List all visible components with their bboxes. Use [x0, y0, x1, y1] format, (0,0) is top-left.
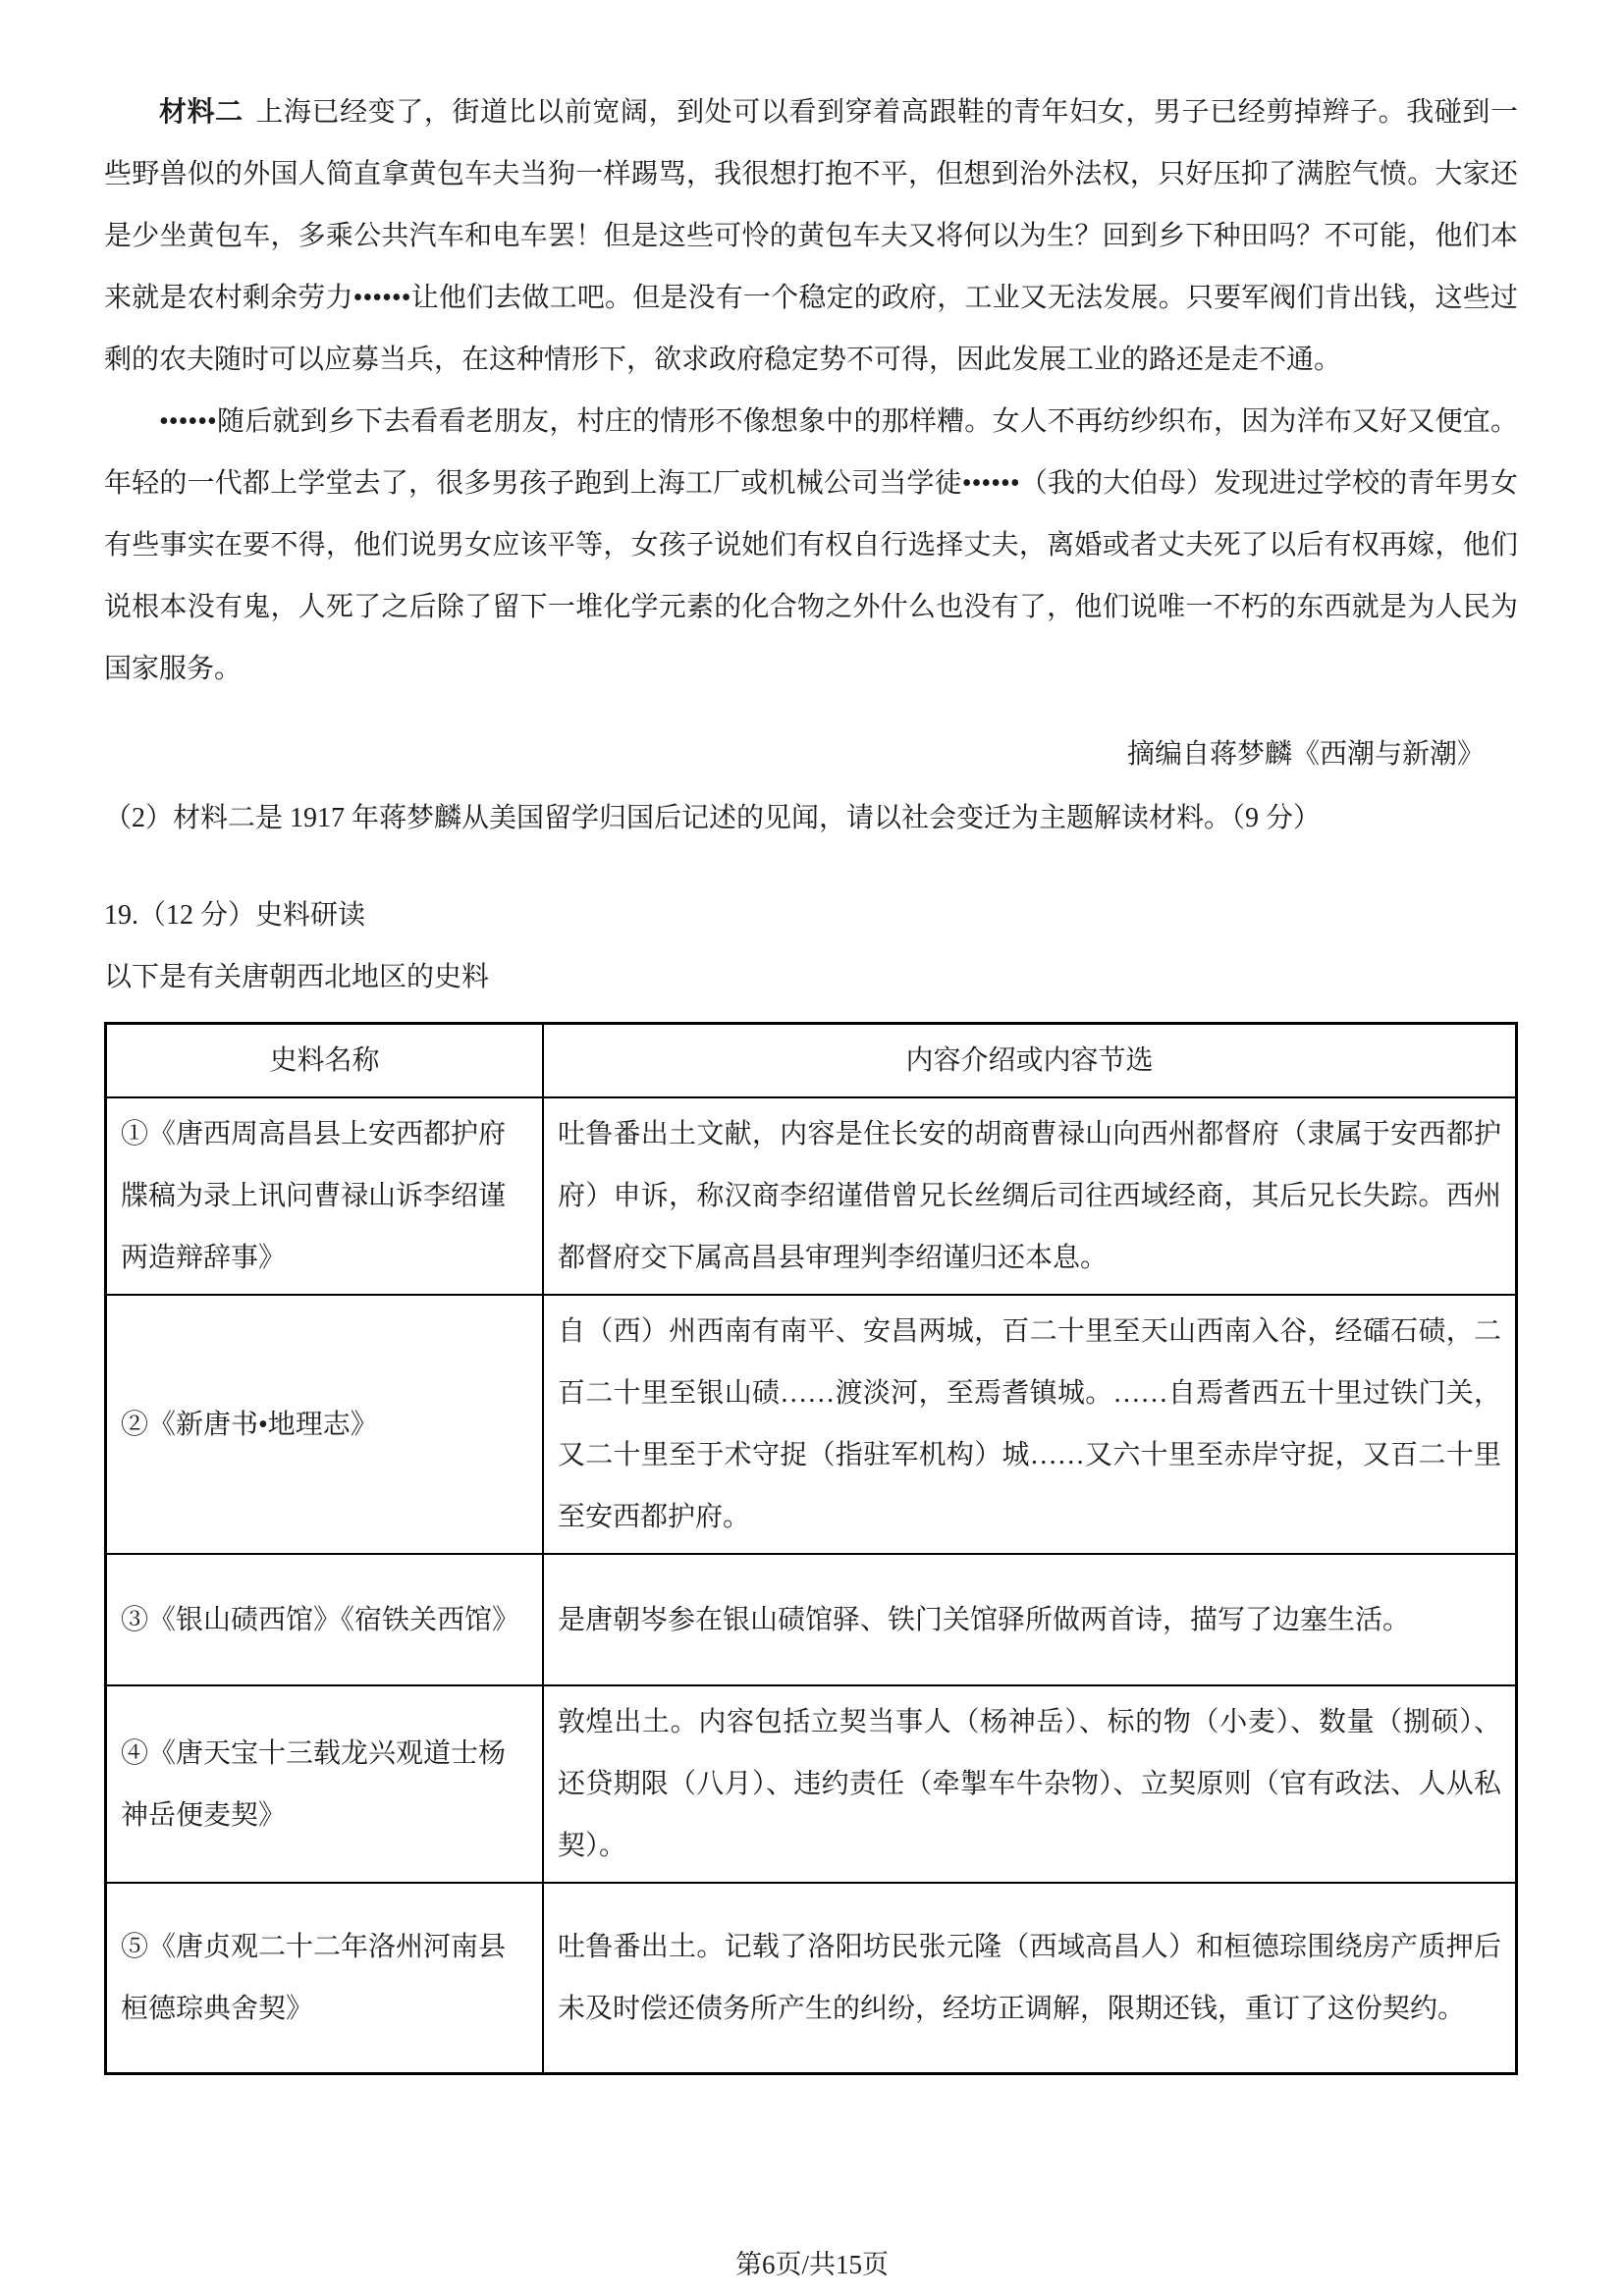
material2-paragraph-2: ••••••随后就到乡下去看看老朋友，村庄的情形不像想象中的那样糟。女人不再纺纱织布，因为洋布又好又便宜。年轻的一代都上学堂去了，很多男孩子跑到上海工厂或机械公司当学徒••••••（我的大伯母）发现进过学校的青年男女有些事实在要不得，他们说男女应该平等，女孩子说她们有权自行选择丈夫，离婚或者丈夫死了以后有权再嫁，他们说根本没有鬼，人死了之后除了留下一堆化学元素的化合物之外什么也没有了，他们说唯一不朽的东西就是为人民为国家服务。 — [104, 406, 1518, 684]
source-5-name: ⑤《唐贞观二十二年洛州河南县桓德琮典舍契》 — [106, 1883, 543, 2073]
table-header-row — [106, 1024, 1517, 1098]
page-number: 第6页/共15页 — [734, 2250, 889, 2279]
question-19-heading: 19.（12 分）史料研读 — [104, 900, 366, 931]
table-row-5 — [106, 1883, 1517, 2073]
historical-sources-table — [104, 1022, 1518, 2075]
source-3-name: ③《银山碛西馆》《宿铁关西馆》 — [106, 1554, 543, 1685]
source-2-content: 自（西）州西南有南平、安昌两城，百二十里至天山西南入谷，经礌石碛，二百二十里至银山碛……渡淡河，至焉耆镇城。……自焉耆西五十里过铁门关，又二十里至于术守捉（指驻军机构）城……又六十里至赤岸守捉，又百二十里至安西都护府。 — [543, 1295, 1517, 1554]
source-citation: 摘编自蒋梦麟《西潮与新潮》 — [1126, 739, 1485, 770]
material2-paragraph-1-text: 上海已经变了，街道比以前宽阔，到处可以看到穿着高跟鞋的青年妇女，男子已经剪掉辫子。我碰到一些野兽似的外国人简直拿黄包车夫当狗一样踢骂，我很想打抱不平，但想到治外法权，只好压抑了满腔气愤。大家还是少坐黄包车，多乘公共汽车和电车罢！但是这些可怜的黄包车夫又将何以为生？回到乡下种田吗？不可能，他们本来就是农村剩余劳力••••••让他们去做工吧。但是没有一个稳定的政府，工业又无法发展。只要军阀们肯出钱，这些过剩的农夫随时可以应募当兵，在这种情形下，欲求政府稳定势不可得，因此发展工业的路还是走不通。 — [104, 97, 1518, 375]
source-5-content: 吐鲁番出土。记载了洛阳坊民张元隆（西域高昌人）和桓德琮围绕房产质押后未及时偿还债务所产生的纠纷，经坊正调解，限期还钱，重订了这份契约。 — [543, 1883, 1517, 2073]
table-header-source-name: 史料名称 — [106, 1024, 543, 1098]
source-3-content: 是唐朝岑参在银山碛馆驿、铁门关馆驿所做两首诗，描写了边塞生活。 — [543, 1554, 1517, 1685]
question-19-intro: 以下是有关唐朝西北地区的史料 — [104, 962, 490, 992]
table-row-3 — [106, 1554, 1517, 1685]
table-header-content-intro: 内容介绍或内容节选 — [543, 1024, 1517, 1098]
table-row-1 — [106, 1097, 1517, 1295]
material2-label: 材料二 — [159, 97, 244, 128]
question-2: （2）材料二是 1917 年蒋梦麟从美国留学归国后记述的见闻，请以社会变迁为主题解读材料。（9 分） — [104, 803, 1322, 833]
source-2-name: ②《新唐书•地理志》 — [106, 1295, 543, 1554]
table-row-4 — [106, 1685, 1517, 1883]
table-row-2 — [106, 1295, 1517, 1554]
source-4-content: 敦煌出土。内容包括立契当事人（杨神岳）、标的物（小麦）、数量（捌硕）、还贷期限（八月）、违约责任（牵掣车牛杂物）、立契原则（官有政法、人从私契）。 — [543, 1685, 1517, 1883]
source-1-name: ①《唐西周高昌县上安西都护府牒稿为录上讯问曹禄山诉李绍谨两造辩辞事》 — [106, 1097, 543, 1295]
material2-paragraph-1 — [104, 81, 1518, 391]
source-4-name: ④《唐天宝十三载龙兴观道士杨神岳便麦契》 — [106, 1685, 543, 1883]
source-1-content: 吐鲁番出土文献，内容是住长安的胡商曹禄山向西州都督府（隶属于安西都护府）申诉，称汉商李绍谨借曾兄长丝绸后司往西域经商，其后兄长失踪。西州都督府交下属高昌县审理判李绍谨归还本息。 — [543, 1097, 1517, 1295]
